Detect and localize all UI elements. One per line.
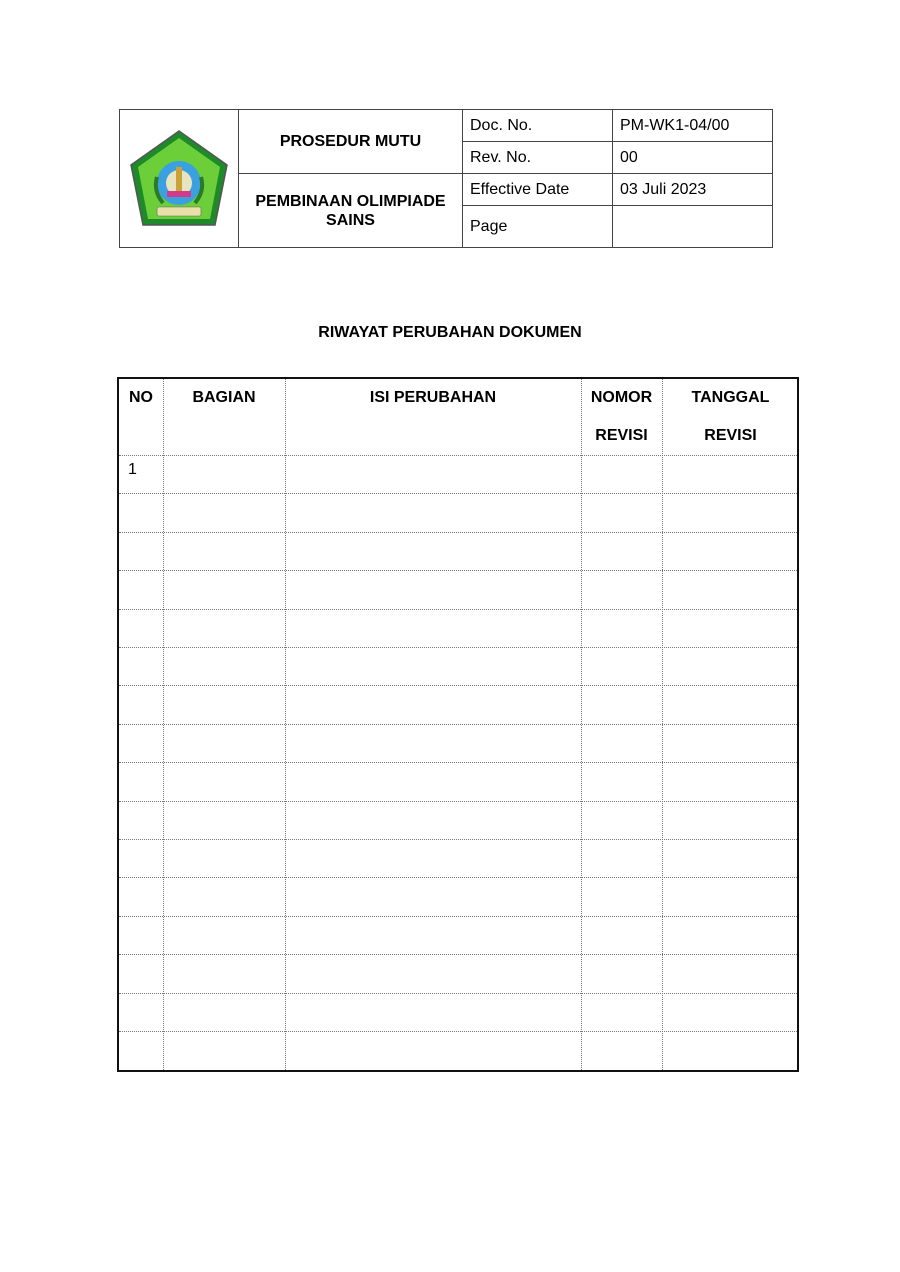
column-header [119, 379, 163, 455]
row-divider [119, 685, 797, 686]
row-divider [119, 993, 797, 994]
document-header [119, 109, 773, 248]
column-header-line2 [163, 417, 285, 455]
revision-history-table [117, 377, 799, 1072]
procedure-name-title: PEMBINAAN OLIMPIADE SAINS [238, 173, 463, 248]
row-divider [119, 839, 797, 840]
rev-no-label: Rev. No. [462, 141, 613, 174]
row-divider [119, 647, 797, 648]
row-divider [119, 570, 797, 571]
column-header-line1: BAGIAN [192, 389, 256, 406]
page-value [612, 205, 773, 248]
column-header-line1: NOMOR [590, 389, 653, 406]
column-header [163, 379, 285, 455]
column-header-line1: TANGGAL [691, 389, 770, 406]
column-header-line1: ISI PERUBAHAN [369, 389, 497, 406]
row-divider [119, 954, 797, 955]
school-crest-icon [127, 127, 231, 231]
column-header [285, 379, 581, 455]
row-divider [119, 1031, 797, 1032]
effective-date-value: 03 Juli 2023 [612, 173, 773, 206]
row-divider [119, 455, 797, 456]
column-header [581, 379, 662, 455]
row-divider [119, 609, 797, 610]
page-label: Page [462, 205, 613, 248]
column-header-line2 [285, 417, 581, 455]
document-title: RIWAYAT PERUBAHAN DOKUMEN [318, 324, 582, 341]
row-divider [119, 801, 797, 802]
row-divider [119, 532, 797, 533]
effective-date-label: Effective Date [462, 173, 613, 206]
column-header-line2: REVISI [704, 427, 757, 444]
doc-no-label: Doc. No. [462, 109, 613, 142]
column-header-line2: REVISI [595, 427, 648, 444]
row-divider [119, 762, 797, 763]
rev-no-value: 00 [612, 141, 773, 174]
column-header-line2 [119, 417, 163, 455]
logo-cell [119, 109, 239, 248]
procedure-type-title: PROSEDUR MUTU [238, 109, 463, 174]
row-divider [119, 724, 797, 725]
column-header-line1: NO [129, 389, 153, 406]
row-divider [119, 493, 797, 494]
column-header [662, 379, 799, 455]
row-divider [119, 916, 797, 917]
table-cell[interactable]: 1 [128, 461, 137, 478]
row-divider [119, 877, 797, 878]
doc-no-value: PM-WK1-04/00 [612, 109, 773, 142]
